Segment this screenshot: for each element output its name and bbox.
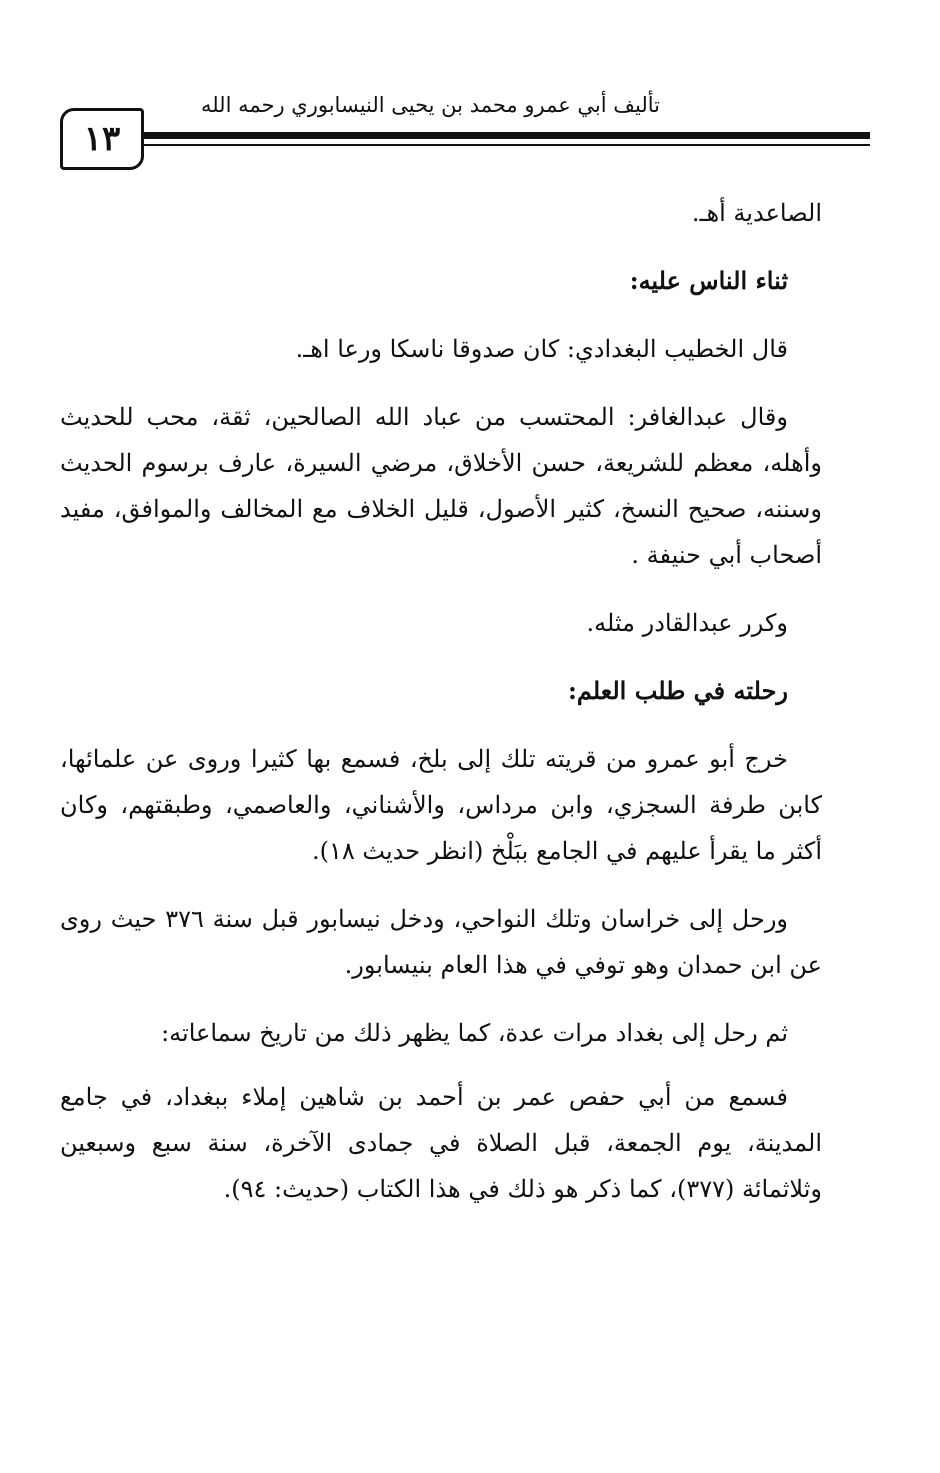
running-title: تأليف أبي عمرو محمد بن يحيى النيسابوري رحمه الله [200, 93, 660, 117]
paragraph-4: وكرر عبدالقادر مثله. [586, 609, 788, 637]
header-rule-thick [140, 132, 870, 139]
paragraph-1: الصاعدية أهـ. [691, 199, 822, 227]
page-number: ١٣ [60, 108, 144, 170]
header-rule-thin [140, 144, 870, 146]
paragraph-8: فسمع من أبي حفص عمر بن أحمد بن شاهين إملاء ببغداد، في جامع المدينة، يوم الجمعة، قبل الصلاة في جمادى الآخرة، سنة سبع وسبعين وثلاثمائة (٣٧٧)، كما ذكر هو ذلك في هذا الكتاب (حديث: ٩٤). [60, 1083, 822, 1203]
paragraph-2: قال الخطيب البغدادي: كان صدوقا ناسكا ورعا اهـ. [295, 335, 788, 363]
page-header [40, 80, 870, 190]
heading-praise: ثناء الناس عليه: [629, 266, 788, 295]
paragraph-3: وقال عبدالغافر: المحتسب من عباد الله الصالحين، ثقة، محب للحديث وأهله، معظم للشريعة، حسن الأخلاق، مرضي السيرة، عارف برسوم الحديث وسننه، صحيح النسخ، كثير الأصول، قليل الخلاف مع المخالف والموافق، مفيد أصحاب أبي حنيفة . [60, 403, 822, 569]
paragraph-6: ورحل إلى خراسان وتلك النواحي، ودخل نيسابور قبل سنة ٣٧٦ حيث روى عن ابن حمدان وهو توفي في هذا العام بنيسابور. [60, 905, 822, 979]
paragraph-5: خرج أبو عمرو من قريته تلك إلى بلخ، فسمع بها كثيرا وروى عن علمائها، كابن طرفة السجزي، وابن مرداس، والأشناني، والعاصمي، وطبقتهم، وكان أكثر ما يقرأ عليهم في الجامع ببَلْخ (انظر حديث ١٨). [60, 745, 822, 865]
page-body [60, 190, 822, 1234]
heading-travels: رحلته في طلب العلم: [568, 676, 788, 705]
paragraph-7: ثم رحل إلى بغداد مرات عدة، كما يظهر ذلك من تاريخ سماعاته: [161, 1019, 788, 1047]
